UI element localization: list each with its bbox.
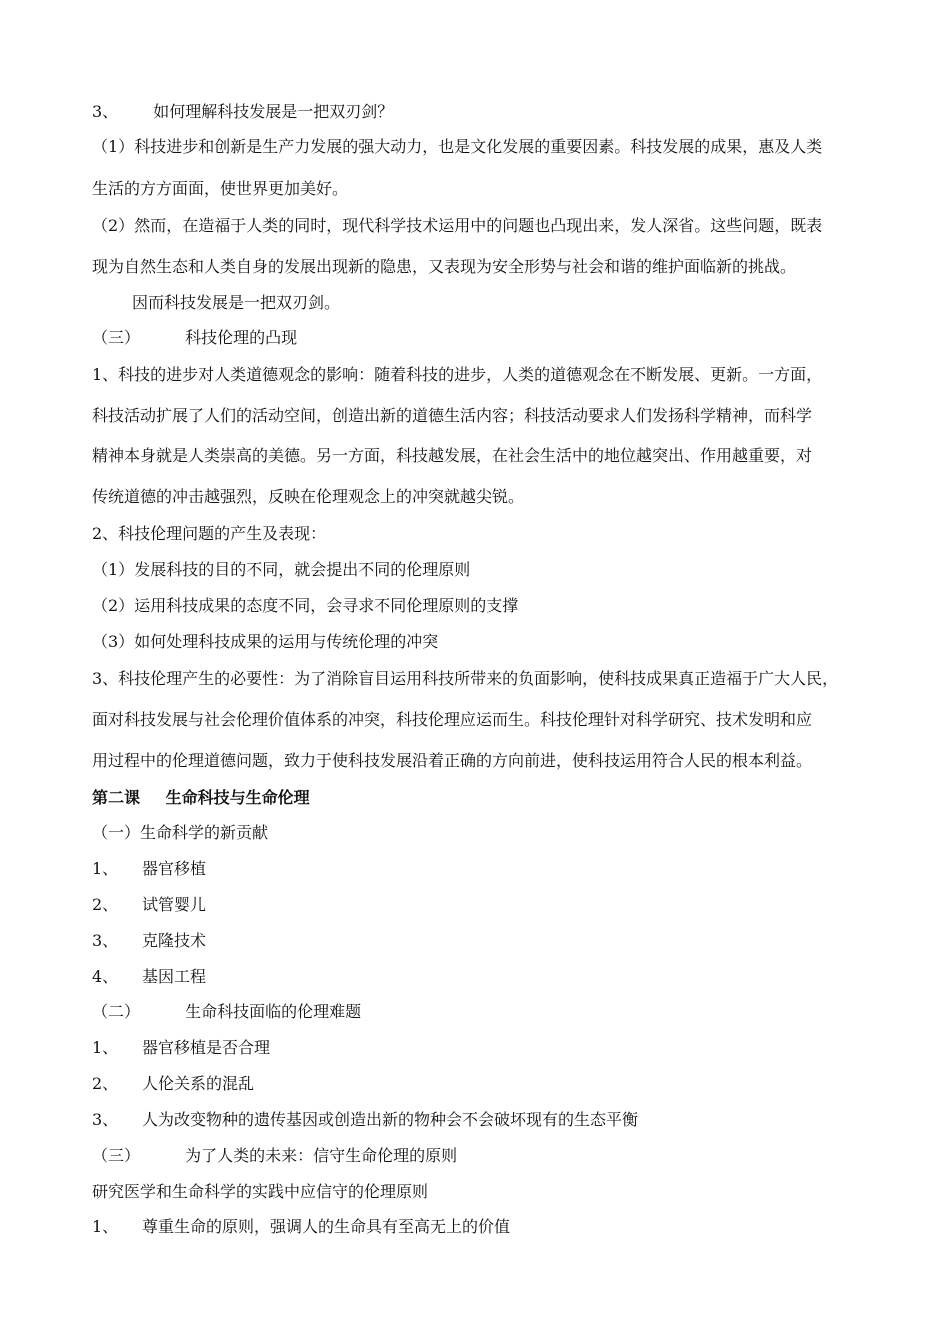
item-text: 发展科技的目的不同，就会提出不同的伦理原则 [134,560,471,579]
ethics-point2-item1 [92,560,470,580]
section3-point1-line1 [92,137,822,157]
item-number: 1、 [92,859,119,878]
item-number: 1、 [92,1038,119,1057]
ethics-point1-line2: 科技活动扩展了人们的活动空间，创造出新的道德生活内容；科技活动要求人们发扬科学精神，而科学 [92,406,813,425]
section3-heading [92,102,393,122]
ethics-point2-item2 [92,596,518,616]
life-problems-heading [92,1002,361,1022]
item-text: 器官移植 [142,859,207,878]
ethics-point1-line3: 精神本身就是人类崇高的美德。另一方面，科技越发展，在社会生活中的地位越突出、作用越重要，对 [92,446,813,465]
ethics-point2-item3 [92,632,438,652]
item-number: （1） [92,560,135,579]
section3-point1-line2: 生活的方方面面，使世界更加美好。 [92,179,349,198]
life-principles-number: （三） [92,1146,141,1165]
item-number: 3、 [92,1110,119,1129]
item-text: 人伦关系的混乱 [142,1074,255,1093]
life-problems-item3 [92,1110,638,1130]
item-text: 人为改变物种的遗传基因或创造出新的物种会不会破坏现有的生态平衡 [142,1110,639,1129]
item-number: （3） [92,632,135,651]
life-contrib-item1 [92,859,206,879]
life-principles-title: 为了人类的未来：信守生命伦理的原则 [185,1146,458,1165]
ethics-heading [92,328,297,348]
item-number: 4、 [92,967,119,986]
item-text: 试管婴儿 [142,895,207,914]
item-text: 器官移植是否合理 [142,1038,271,1057]
section3-point2-number: （2） [92,216,135,235]
item-number: 1、 [92,1217,119,1236]
life-problems-item1 [92,1038,270,1058]
ethics-point3-line2: 面对科技发展与社会伦理价值体系的冲突，科技伦理应运而生。科技伦理针对科学研究、技术发明和应 [92,710,813,729]
section3-conclusion: 因而科技发展是一把双刃剑。 [132,293,341,312]
life-contrib-item3 [92,931,206,951]
ethics-point3-line3: 用过程中的伦理道德问题，致力于使科技发展沿着正确的方向前进，使科技运用符合人民的根本利益。 [92,751,813,770]
life-contrib-item4 [92,967,206,987]
ethics-heading-title: 科技伦理的凸现 [185,328,298,347]
section3-number: 3、 [92,102,119,121]
ethics-heading-number: （三） [92,328,141,347]
section3-question: 如何理解科技发展是一把双刃剑？ [153,102,394,121]
ethics-point1-line4: 传统道德的冲击越强烈，反映在伦理观念上的冲突就越尖锐。 [92,487,525,506]
item-text: 尊重生命的原则，强调人的生命具有至高无上的价值 [142,1217,511,1236]
ethics-point1-line1: 1、科技的进步对人类道德观念的影响：随着科技的进步，人类的道德观念在不断发展、更新。一方面， [92,365,823,384]
life-problems-number: （二） [92,1002,141,1021]
lesson2-heading [92,788,310,808]
life-problems-item2 [92,1074,254,1094]
item-text: 基因工程 [142,967,207,986]
life-principles-heading [92,1146,457,1166]
item-number: 3、 [92,931,119,950]
lesson2-title: 生命科技与生命伦理 [165,788,310,807]
section3-point1-number: （1） [92,137,135,156]
life-principles-item1 [92,1217,510,1237]
item-text: 克隆技术 [142,931,207,950]
ethics-point2-title: 2、科技伦理问题的产生及表现： [92,524,327,543]
item-text: 如何处理科技成果的运用与传统伦理的冲突 [134,632,439,651]
section3-point2-line2: 现为自然生态和人类自身的发展出现新的隐患，又表现为安全形势与社会和谐的维护面临新的挑战。 [92,257,797,276]
life-contrib-item2 [92,895,206,915]
life-principles-intro: 研究医学和生命科学的实践中应信守的伦理原则 [92,1182,429,1201]
section3-point1-text: 科技进步和创新是生产力发展的强大动力，也是文化发展的重要因素。科技发展的成果，惠及人类 [134,137,823,156]
item-text: 运用科技成果的态度不同，会寻求不同伦理原则的支撑 [134,596,519,615]
life-problems-title: 生命科技面临的伦理难题 [185,1002,362,1021]
section3-point2-text: 然而，在造福于人类的同时，现代科学技术运用中的问题也凸现出来，发人深省。这些问题，既表 [134,216,823,235]
item-number: （2） [92,596,135,615]
ethics-point3-line1: 3、科技伦理产生的必要性：为了消除盲目运用科技所带来的负面影响，使科技成果真正造福于广大人民， [92,669,839,688]
section3-point2-line1 [92,216,822,236]
lesson2-label: 第二课 [92,788,141,807]
item-number: 2、 [92,1074,119,1093]
item-number: 2、 [92,895,119,914]
life-contrib-heading: （一）生命科学的新贡献 [92,823,269,842]
